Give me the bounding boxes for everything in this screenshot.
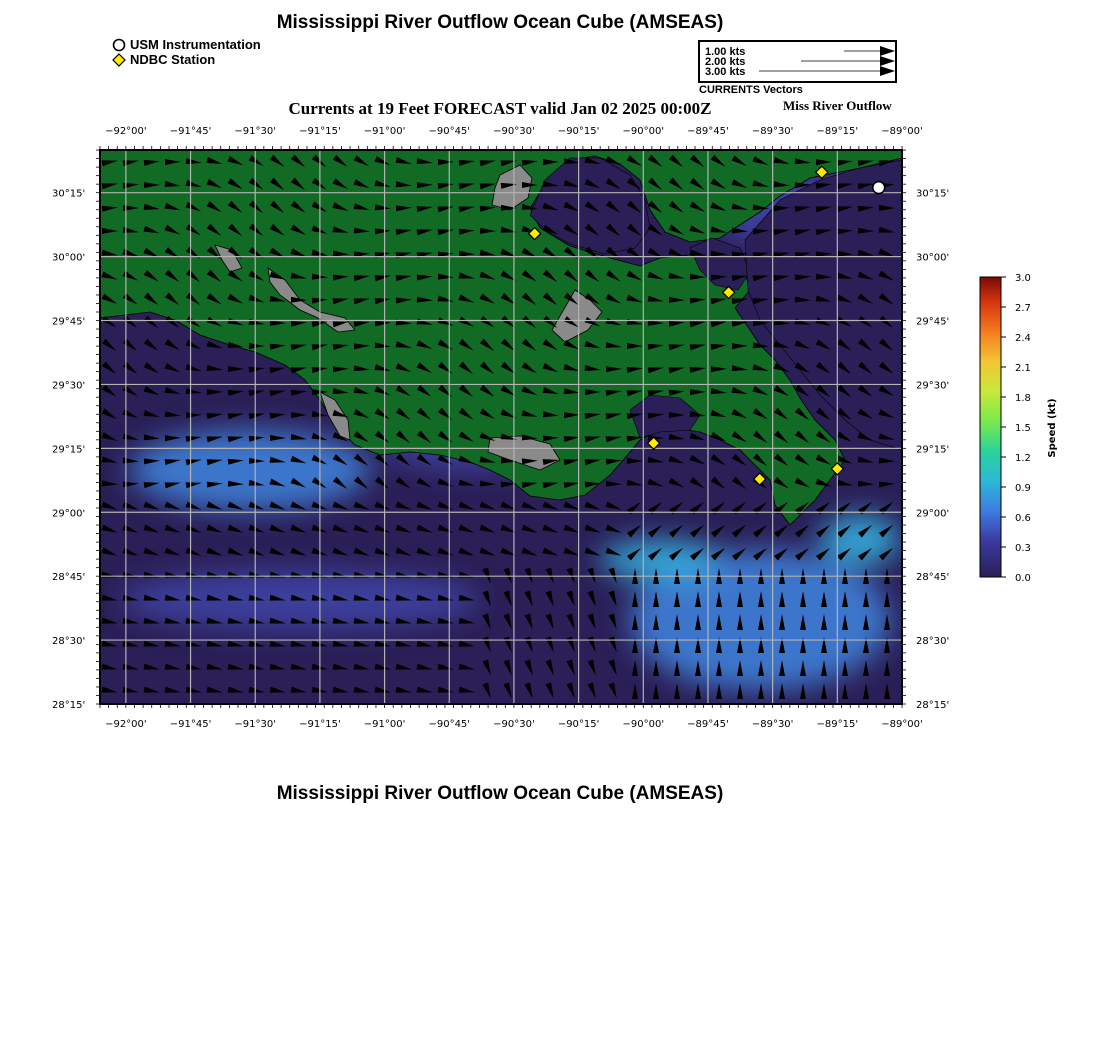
legend-ndbc-label: NDBC Station [130, 52, 216, 67]
longitude-tick-label: −92°00' [105, 126, 147, 137]
latitude-tick-label: 29°30' [52, 380, 86, 392]
longitude-tick-label: −89°30' [751, 126, 794, 137]
longitude-tick-label: −90°15' [557, 719, 600, 730]
latitude-tick-label: 29°15' [52, 444, 86, 456]
vector-key-caption: CURRENTS Vectors [699, 84, 803, 96]
latitude-tick-label: 30°15' [52, 188, 86, 200]
longitude-tick-label: −90°30' [493, 719, 535, 730]
usm-station-marker[interactable] [873, 182, 885, 194]
longitude-tick-label: −89°00' [881, 126, 923, 137]
longitude-tick-label: −89°45' [687, 719, 729, 730]
colorbar [980, 273, 1058, 584]
longitude-tick-label: −91°00' [363, 126, 406, 137]
longitude-tick-label: −91°45' [169, 719, 212, 730]
longitude-tick-label: −92°00' [105, 719, 147, 730]
colorbar-tick-label: 1.8 [1015, 393, 1031, 404]
longitude-tick-label: −91°30' [234, 719, 277, 730]
vector-key-row-2: 2.00 kts [705, 56, 746, 68]
longitude-tick-label: −90°15' [557, 126, 600, 137]
latitude-tick-label: 28°15' [916, 700, 950, 711]
colorbar-tick-label: 1.2 [1015, 453, 1031, 464]
latitude-tick-label: 28°45' [916, 572, 950, 584]
colorbar-tick-label: 2.4 [1015, 333, 1031, 344]
latitude-tick-label: 30°00' [916, 252, 950, 264]
longitude-tick-label: −89°30' [751, 719, 794, 730]
latitude-tick-label: 29°30' [916, 380, 950, 392]
latitude-tick-label: 29°00' [52, 508, 86, 520]
longitude-tick-label: −91°15' [299, 126, 341, 137]
latitude-tick-label: 30°00' [52, 252, 86, 264]
latitude-tick-label: 28°30' [52, 636, 86, 648]
latitude-tick-label: 29°00' [916, 508, 950, 520]
colorbar-tick-label: 3.0 [1015, 273, 1031, 284]
page-title: Mississippi River Outflow Ocean Cube (AMSEAS) [276, 12, 724, 33]
region-label: Miss River Outflow [783, 98, 892, 113]
colorbar-tick-label: 0.9 [1015, 483, 1031, 494]
colorbar-label: Speed (kt) [1047, 398, 1058, 458]
vector-key-row-3: 3.00 kts [705, 66, 746, 78]
longitude-tick-label: −90°00' [622, 719, 665, 730]
colorbar-tick-label: 1.5 [1015, 423, 1031, 434]
latitude-tick-label: 30°15' [916, 188, 950, 200]
map-subtitle: Currents at 19 Feet FORECAST valid Jan 02 2025 00:00Z [288, 99, 712, 118]
longitude-tick-label: −89°15' [816, 126, 859, 137]
latitude-tick-label: 28°45' [52, 572, 86, 584]
latitude-tick-label: 28°30' [916, 636, 950, 648]
colorbar-ramp [980, 277, 1001, 577]
longitude-tick-label: −90°45' [428, 126, 471, 137]
speed-patch [600, 540, 720, 580]
colorbar-ticks [1001, 273, 1031, 584]
longitude-tick-label: −90°00' [622, 126, 665, 137]
longitude-tick-label: −91°15' [299, 719, 341, 730]
latitude-tick-label: 29°45' [52, 316, 86, 328]
longitude-tick-label: −89°15' [816, 719, 859, 730]
longitude-tick-label: −91°30' [234, 126, 277, 137]
colorbar-tick-label: 2.1 [1015, 363, 1031, 374]
colorbar-tick-label: 0.3 [1015, 543, 1031, 554]
longitude-tick-label: −89°00' [881, 719, 923, 730]
page-title-bottom: Mississippi River Outflow Ocean Cube (AMSEAS) [276, 783, 724, 804]
colorbar-tick-label: 0.6 [1015, 513, 1031, 524]
map-plot-area [100, 150, 902, 704]
longitude-tick-label: −89°45' [687, 126, 729, 137]
latitude-tick-label: 29°15' [916, 444, 950, 456]
colorbar-tick-label: 0.0 [1015, 573, 1031, 584]
speed-patch [130, 430, 370, 510]
latitude-tick-label: 29°45' [916, 316, 950, 328]
latitude-tick-label: 28°15' [52, 700, 86, 711]
vector-key-row-1: 1.00 kts [705, 46, 746, 58]
longitude-tick-label: −90°30' [493, 126, 535, 137]
legend-usm-label: USM Instrumentation [130, 37, 261, 52]
longitude-tick-label: −91°45' [169, 126, 212, 137]
longitude-tick-label: −90°45' [428, 719, 471, 730]
longitude-tick-label: −91°00' [363, 719, 406, 730]
colorbar-tick-label: 2.7 [1015, 303, 1031, 314]
